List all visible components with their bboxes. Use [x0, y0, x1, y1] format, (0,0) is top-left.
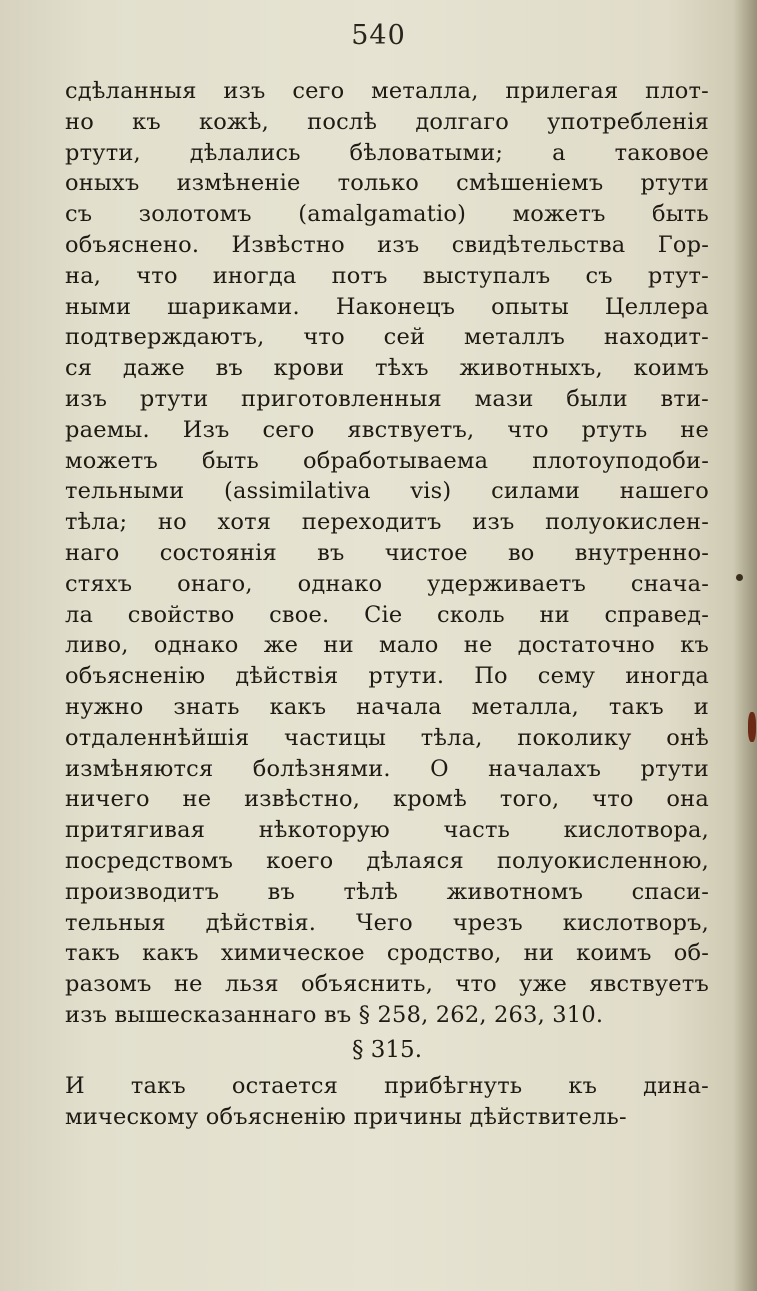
text-line: тѣла; но хотя переходитъ изъ полуокислен- — [65, 509, 709, 536]
ink-spot — [736, 574, 743, 581]
text-line: нужно знать какъ начала металла, такъ и — [65, 693, 709, 720]
text-line: ртути, дѣлались бѣловатыми; а таковое — [65, 139, 709, 166]
text-line: можетъ быть обработываема плотоуподоби- — [65, 447, 709, 474]
text-line: изъ ртути приготовленныя мази были вти- — [65, 385, 709, 412]
text-line: съ золотомъ (amalgamatio) можетъ быть — [65, 201, 709, 228]
paragraph-lines — [65, 76, 709, 1031]
text-line: тельными (assimilativa vis) силами нашего — [65, 478, 709, 505]
text-line: ливо, однако же ни мало не достаточно къ — [65, 632, 709, 659]
text-line: измѣняются болѣзнями. О началахъ ртути — [65, 755, 709, 782]
text-line: ся даже въ крови тѣхъ животныхъ, коимъ — [65, 355, 709, 382]
text-line: но къ кожѣ, послѣ долгаго употребленія — [65, 108, 709, 135]
text-line: мическому объясненію причины дѣйствитель- — [65, 1103, 627, 1130]
page-edge-shadow — [733, 0, 757, 1291]
text-line: И такъ остается прибѣгнуть къ дина- — [65, 1072, 709, 1099]
text-line: объясненію дѣйствія ртути. По сему иногда — [65, 663, 709, 690]
next-paragraph — [65, 1071, 709, 1133]
section-heading: § 315. — [351, 1036, 423, 1063]
text-line: стяхъ онаго, однако удерживаетъ снача- — [65, 570, 709, 597]
text-line: такъ какъ химическое сродство, ни коимъ об- — [65, 940, 709, 967]
page-number: 540 — [351, 20, 406, 51]
text-line: ла свойство свое. Сіе сколь ни справед- — [65, 601, 709, 628]
text-line: ными шариками. Наконецъ опыты Целлера — [65, 293, 709, 320]
text-line: отдаленнѣйшія частицы тѣла, поколику онѣ — [65, 724, 709, 751]
text-line: объяснено. Извѣстно изъ свидѣтельства Гор- — [65, 231, 709, 258]
text-line: изъ вышесказаннаго въ § 258, 262, 263, 310. — [65, 1001, 604, 1028]
text-line: тельныя дѣйствія. Чего чрезъ кислотворъ, — [65, 909, 709, 936]
text-line: посредствомъ коего дѣлаяся полуокисленною, — [65, 847, 709, 874]
text-line: сдѣланныя изъ сего металла, прилегая плот- — [65, 78, 709, 104]
text-line: разомъ не льзя объяснить, что уже явствуетъ — [65, 971, 709, 998]
page-stain — [748, 712, 756, 742]
text-line: ничего не извѣстно, кромѣ того, что она — [65, 786, 709, 813]
text-line: раемы. Изъ сего явствуетъ, что ртуть не — [65, 416, 709, 443]
main-text — [65, 76, 709, 1132]
text-line: притягивая нѣкоторую часть кислотвора, — [65, 817, 709, 844]
text-line: на, что иногда потъ выступалъ съ ртут- — [65, 262, 709, 289]
text-line: производитъ въ тѣлѣ животномъ спаси- — [65, 878, 709, 905]
text-line: подтверждаютъ, что сей металлъ находит- — [65, 324, 709, 351]
text-line: наго состоянія въ чистое во внутренно- — [65, 539, 709, 566]
text-line: оныхъ измѣненіе только смѣшеніемъ ртути — [65, 170, 709, 197]
